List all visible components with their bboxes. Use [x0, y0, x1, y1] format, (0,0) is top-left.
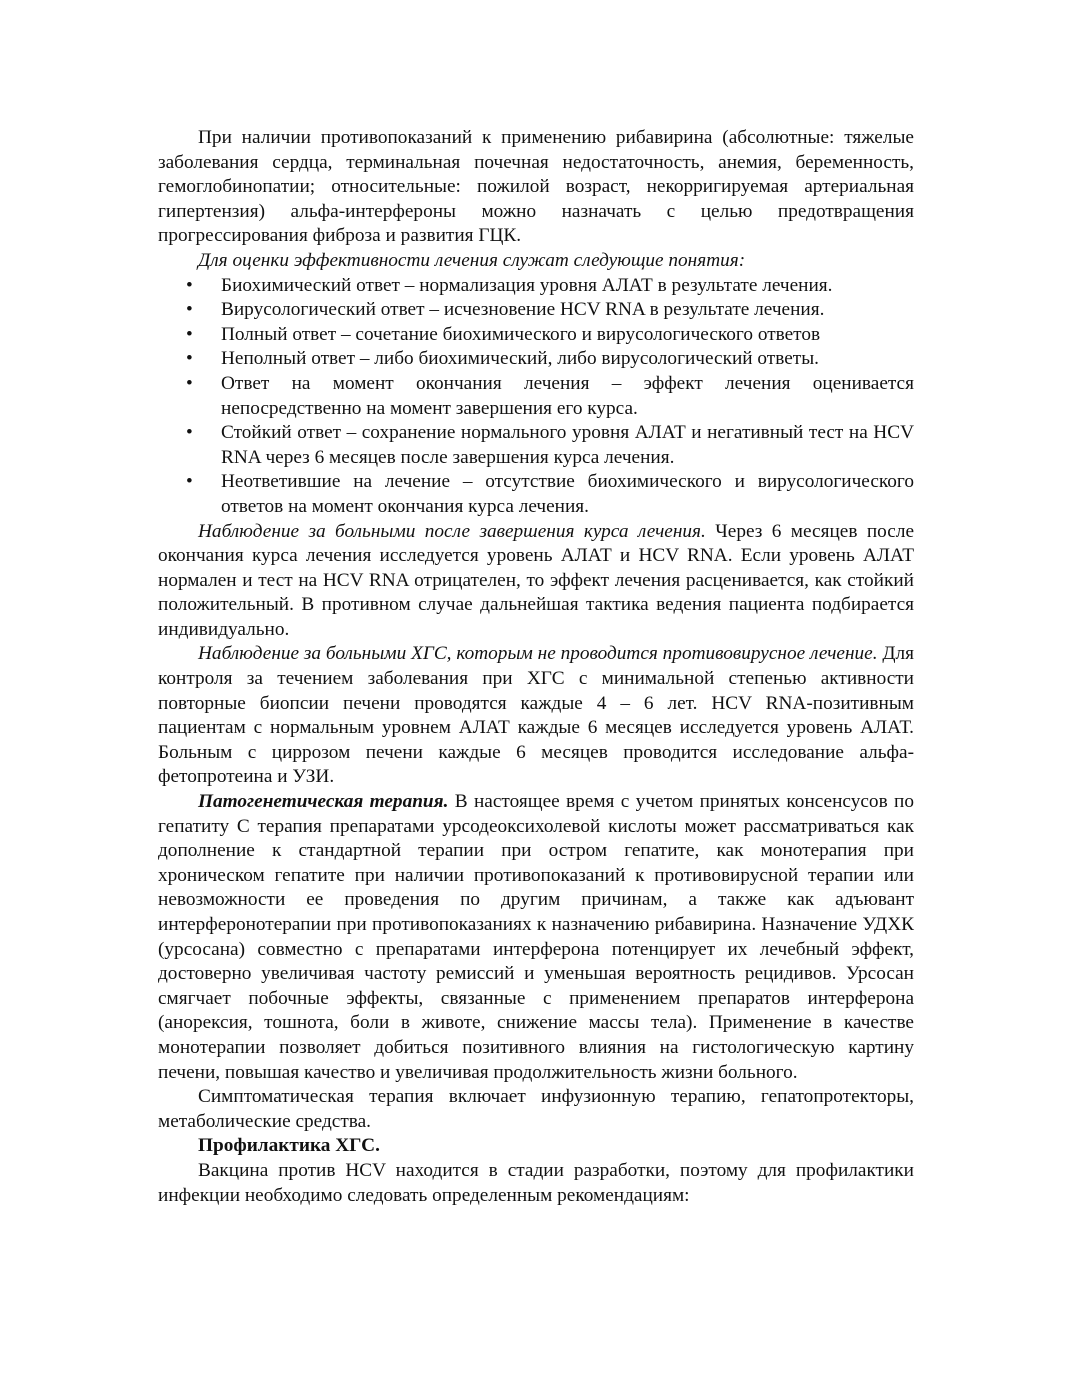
prevention-heading: Профилактика ХГС.: [198, 1135, 380, 1157]
paragraph-ribavirin-contraindications: При наличии противопоказаний к применению рибавирина (абсолютные: тяжелые заболевания сердца, терминальная почечная недостаточность, анемия, беременность, гемоглобинопатии; относительные: пожилой возраст, некорригируемая артериальная гипертензия) альфа-интерфероны можно назначать с целью предотвращения прогрессирования фиброза и развития ГЦК.: [158, 127, 914, 247]
list-item: • Полный ответ – сочетание биохимического и вирусологического ответов: [158, 323, 914, 348]
paragraph-followup-after-treatment: [158, 520, 914, 643]
paragraph-prevention: Вакцина против HCV находится в стадии разработки, поэтому для профилактики инфекции необходимо следовать определенным рекомендациям:: [158, 1159, 914, 1206]
list-item: • Ответ на момент окончания лечения – эффект лечения оценивается непосредственно на момент завершения его курса.: [158, 372, 914, 421]
list-item: • Стойкий ответ – сохранение нормального уровня АЛАТ и негативный тест на HCV RNA через 6 месяцев после завершения курса лечения.: [158, 421, 914, 470]
criteria-intro: Для оценки эффективности лечения служат следующие понятия:: [198, 249, 746, 271]
list-item: • Неполный ответ – либо биохимический, либо вирусологический ответы.: [158, 347, 914, 372]
paragraph-pathogenetic-therapy: [158, 790, 914, 1085]
list-item: • Вирусологический ответ – исчезновение HCV RNA в результате лечения.: [158, 298, 914, 323]
criteria-list: [158, 274, 914, 520]
paragraph-followup-untreated: [158, 642, 914, 790]
paragraph-symptomatic-therapy: Симптоматическая терапия включает инфузионную терапию, гепатопротекторы, метаболические средства.: [158, 1086, 914, 1132]
pathogenetic-lead: Патогенетическая терапия.: [198, 791, 449, 813]
followup-after-lead: Наблюдение за больными после завершения курса лечения.: [198, 520, 706, 542]
followup-untreated-lead: Наблюдение за больными ХГС, которым не проводится противовирусное лечение.: [198, 643, 878, 665]
list-item: • Неответившие на лечение – отсутствие биохимического и вирусологического ответов на момент окончания курса лечения.: [158, 470, 914, 519]
followup-after-text: Через 6 месяцев после окончания курса лечения исследуется уровень АЛАТ и HCV RNA. Если уровень АЛАТ нормален и тест на HCV RNA отрицателен, то эффект лечения расценивается, как стойкий положительный. В противном случае дальнейшая тактика ведения пациента подбирается индивидуально.: [158, 520, 914, 640]
list-item: • Биохимический ответ – нормализация уровня АЛАТ в результате лечения.: [158, 274, 914, 299]
pathogenetic-text: В настоящее время с учетом принятых консенсусов по гепатиту С терапия препаратами урсодеоксихолевой кислоты может рассматриваться как дополнение к стандартной терапии при остром гепатите, как монотерапия при хроническом гепатите при наличии противопоказаний к противовирусной терапии или невозможности ее проведения по другим причинам, а также как адъювант интерферонотерапии при противопоказаниях к назначению рибавирина. Назначение УДХК (урсосана) совместно с препаратами интерферона потенцирует их лечебный эффект, достоверно увеличивая частоту ремиссий и уменьшая вероятность рецидивов. Урсосан смягчает побочные эффекты, связанные с применением препаратов интерферона (анорексия, тошнота, боли в животе, снижение массы тела). Применение в качестве монотерапии позволяет добиться позитивного влияния на гистологическую картину печени, повышая качество и увеличивая продолжительность жизни больного.: [158, 791, 914, 1083]
document-page: [158, 126, 914, 1208]
followup-untreated-text: Для контроля за течением заболевания при ХГС с минимальной степенью активности повторные биопсии печени проводятся каждые 4 – 6 лет. HCV RNA-позитивным пациентам с нормальным уровнем АЛАТ каждые 6 месяцев исследуется уровень АЛАТ. Больным с циррозом печени каждые 6 месяцев проводится исследование альфа-фетопротеина и УЗИ.: [158, 643, 914, 788]
